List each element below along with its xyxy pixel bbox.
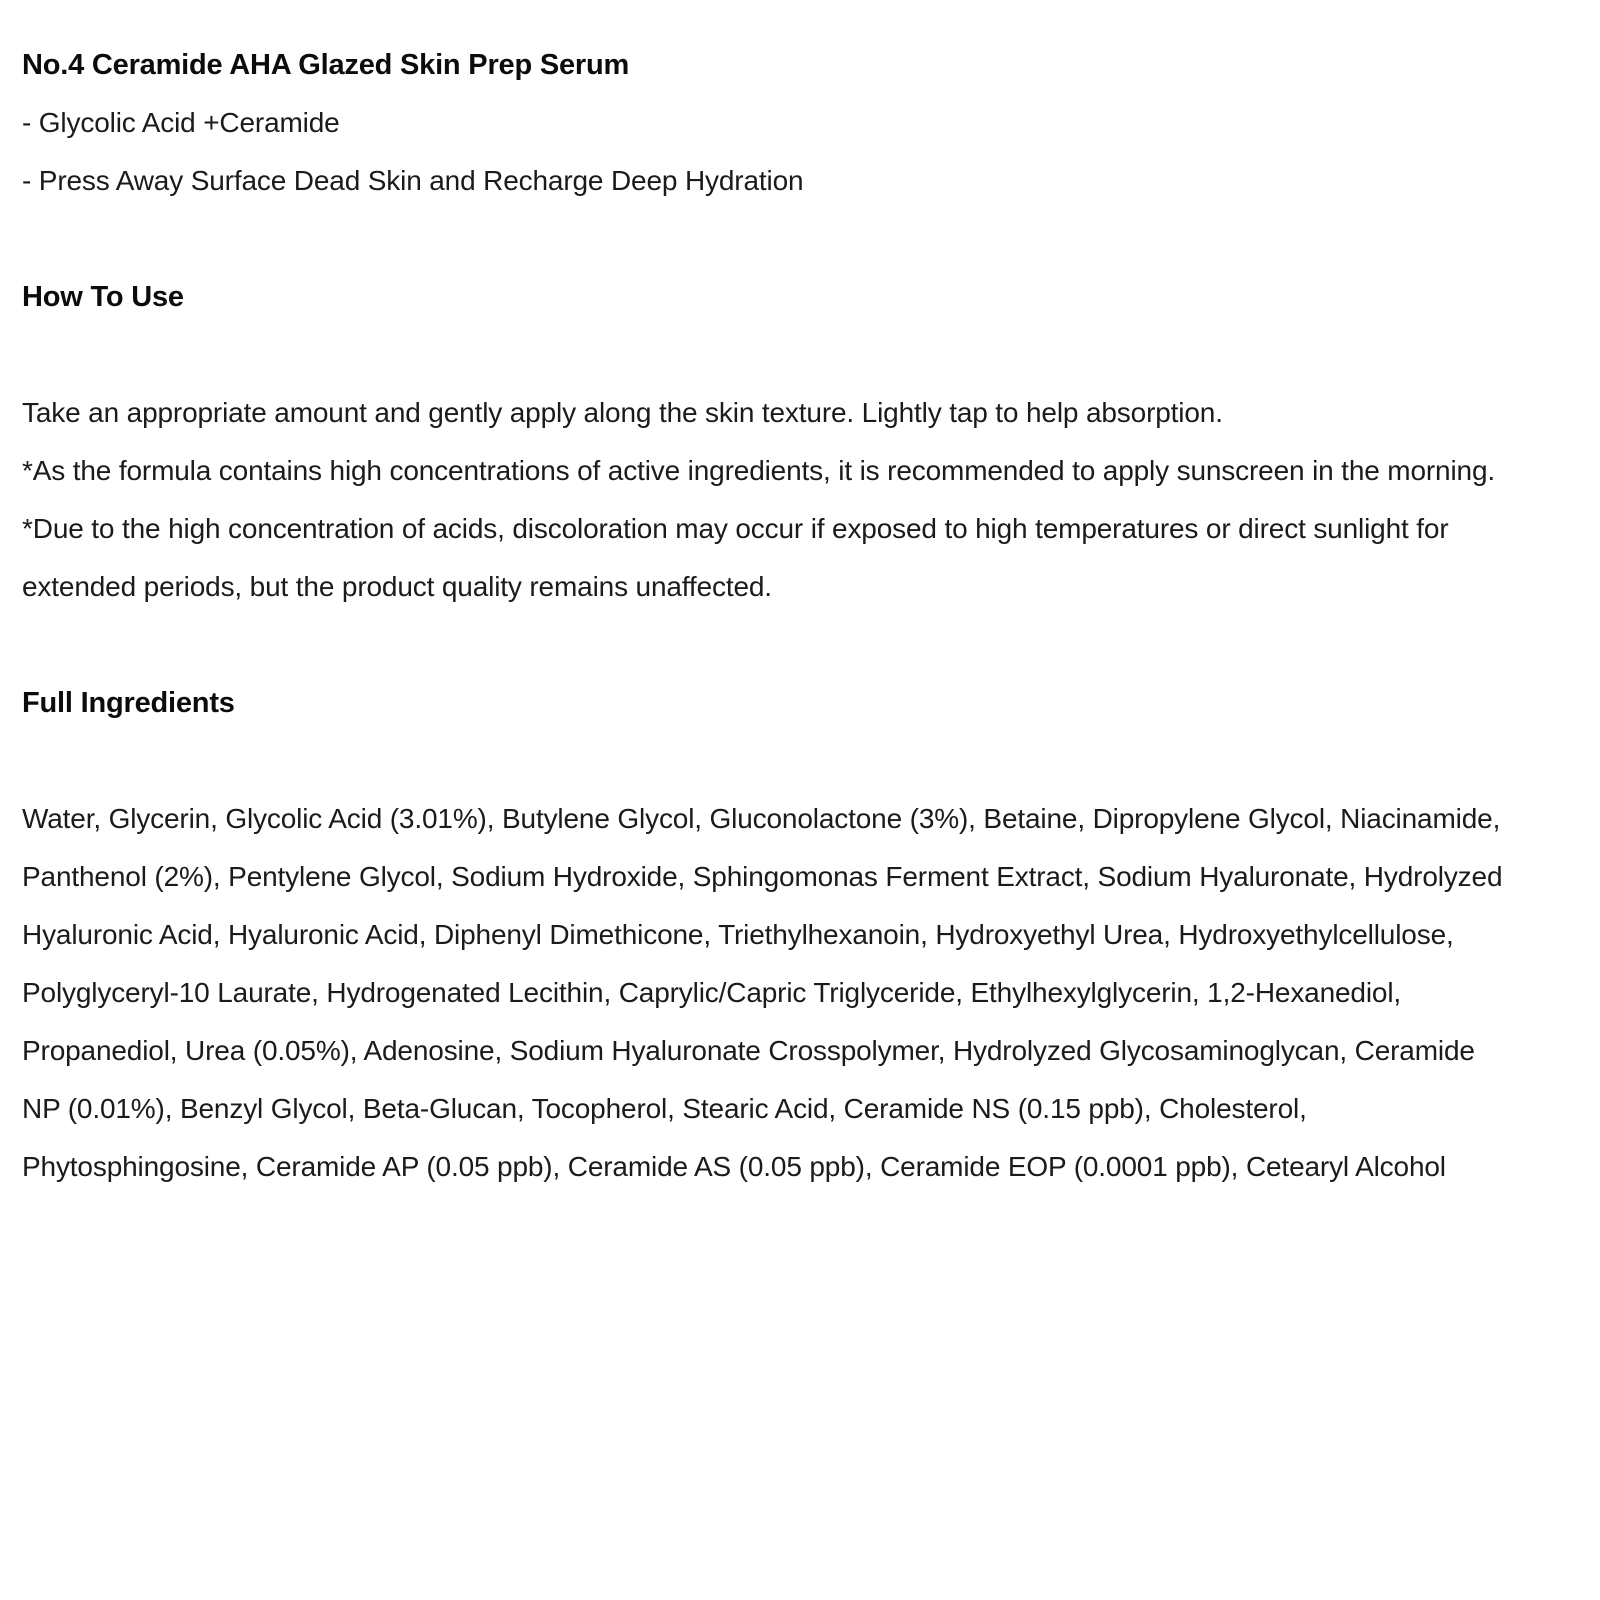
how-to-use-note-sunscreen: *As the formula contains high concentrations of active ingredients, it is recommended to apply sunscreen in the morning. <box>22 455 1496 486</box>
product-feature-dead-skin: - Press Away Surface Dead Skin and Recharge Deep Hydration <box>22 165 804 196</box>
full-ingredients-heading: Full Ingredients <box>22 687 235 719</box>
how-to-use-note-discoloration: *Due to the high concentration of acids, discoloration may occur if exposed to high temperatures or direct sunlight for extended periods, but the product quality remains unaffected. <box>22 513 1449 602</box>
how-to-use-heading: How To Use <box>22 281 184 313</box>
spacer <box>22 732 1520 790</box>
spacer <box>22 210 1520 268</box>
product-feature-glycolic: - Glycolic Acid +Ceramide <box>22 107 340 138</box>
product-title: No.4 Ceramide AHA Glazed Skin Prep Serum <box>22 49 630 81</box>
how-to-use-paragraph-apply: Take an appropriate amount and gently apply along the skin texture. Lightly tap to help absorption. <box>22 397 1223 428</box>
spacer <box>22 326 1520 384</box>
spacer <box>22 616 1520 674</box>
ingredients-list-text: Water, Glycerin, Glycolic Acid (3.01%), Butylene Glycol, Gluconolactone (3%), Betaine, Dipropylene Glycol, Niacinamide, Panthenol (2%), Pentylene Glycol, Sodium Hydroxide, Sphingomonas Ferment Extract, Sodium Hyaluronate, Hydrolyzed Hyaluronic Acid, Hyaluronic Acid, Diphenyl Dimethicone, Triethylhexanoin, Hydroxyethyl Urea, Hydroxyethylcellulose, Polyglyceryl-10 Laurate, Hydrogenated Lecithin, Caprylic/Capric Triglyceride, Ethylhexylglycerin, 1,2-Hexanediol, Propanediol, Urea (0.05%), Adenosine, Sodium Hyaluronate Crosspolymer, Hydrolyzed Glycosaminoglycan, Ceramide NP (0.01%), Benzyl Glycol, Beta-Glucan, Tocopherol, Stearic Acid, Ceramide NS (0.15 ppb), Cholesterol, Phytosphingosine, Ceramide AP (0.05 ppb), Ceramide AS (0.05 ppb), Ceramide EOP (0.0001 ppb), Cetearyl Alcohol <box>22 803 1503 1182</box>
